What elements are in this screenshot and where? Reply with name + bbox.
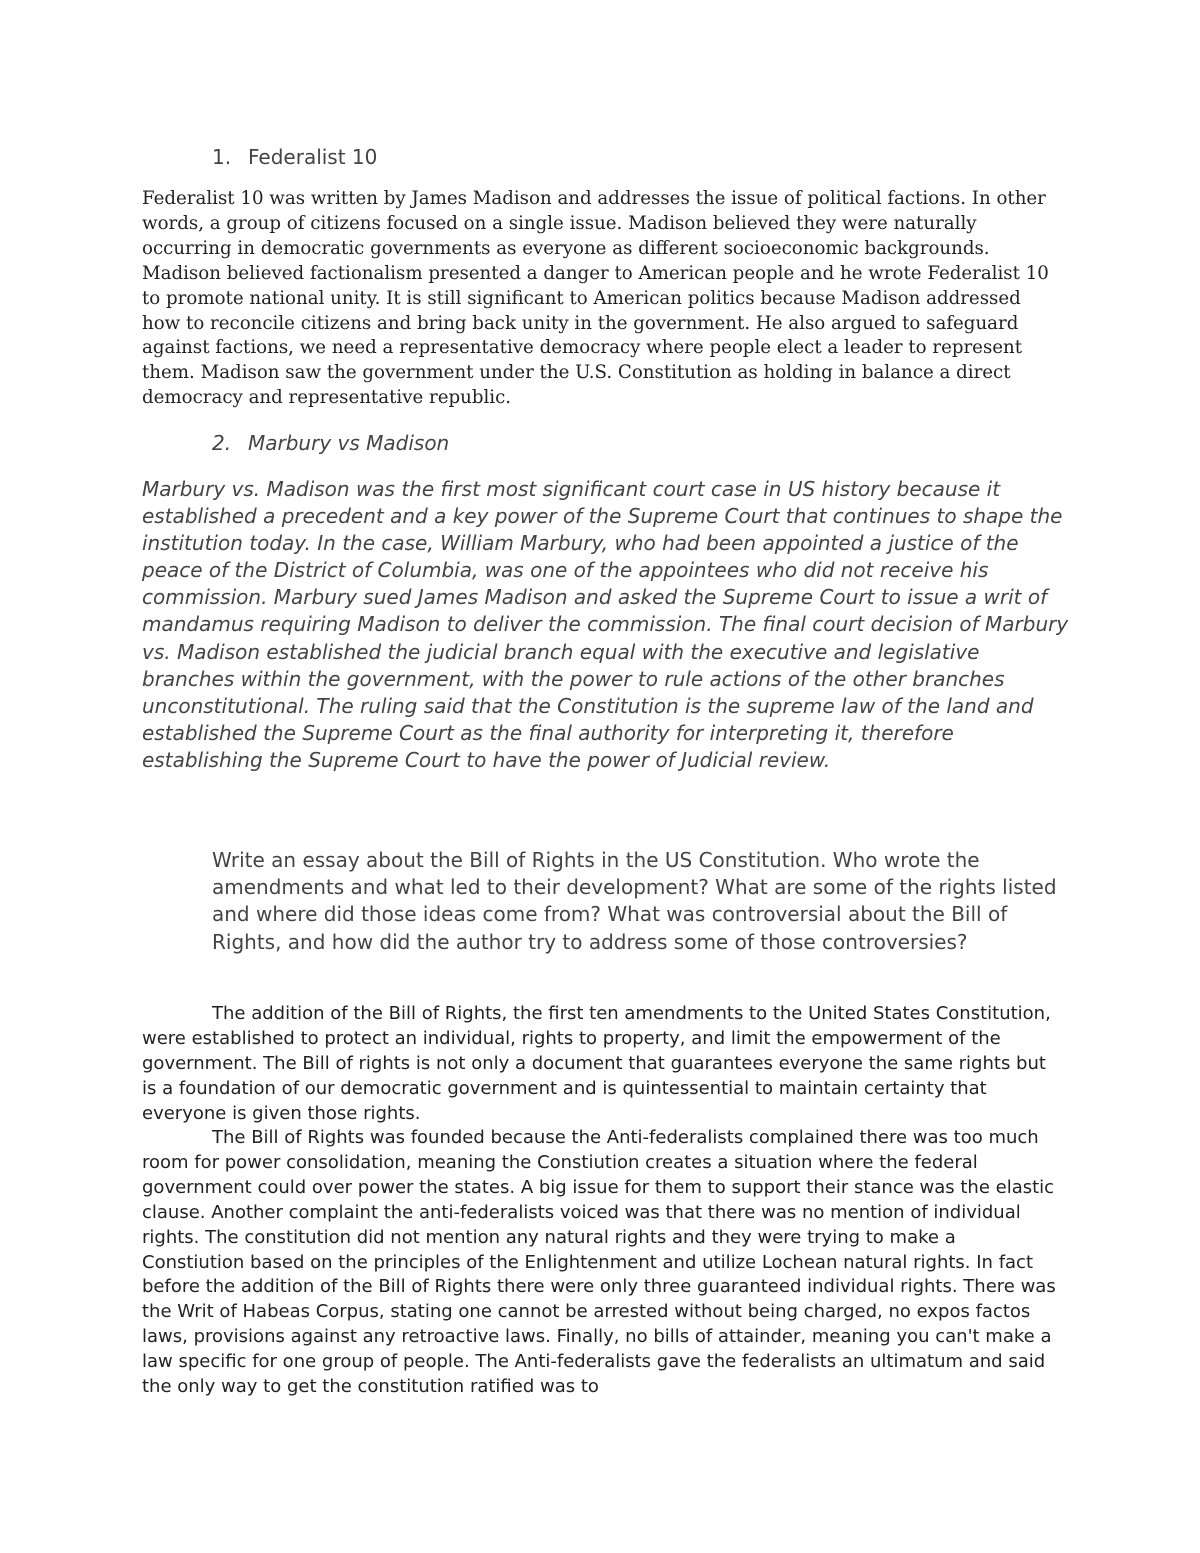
section-1-title: Federalist 10 bbox=[248, 145, 378, 169]
section-1-heading bbox=[212, 145, 377, 169]
section-1-body: Federalist 10 was written by James Madison and addresses the issue of political factions. In other words, a group of citizens focused on a single issue. Madison believed they were naturally occurring in democratic governments as everyone as different socioeconomic backgrounds. Madison believed factionalism presented a danger to American people and he wrote Federalist 10 to promote national unity. It is still significant to American politics because Madison addressed how to reconcile citizens and bring back unity in the government. He also argued to safeguard against factions, we need a representative democracy where people elect a leader to represent them. Madison saw the government under the U.S. Constitution as holding in balance a direct democracy and representative republic. bbox=[142, 188, 1049, 409]
section-2-title: Marbury vs Madison bbox=[248, 431, 450, 455]
section-1-number: 1. bbox=[212, 145, 232, 169]
section-2-number: 2. bbox=[212, 431, 232, 455]
section-2-body: Marbury vs. Madison was the first most significant court case in US history because it established a precedent and a key power of the Supreme Court that continues to shape the institution today. In the case, William Marbury, who had been appointed a justice of the peace of the District of Columbia, was one of the appointees who did not receive his commission. Marbury sued James Madison and asked the Supreme Court to issue a writ of mandamus requiring Madison to deliver the commission. The final court decision of Marbury vs. Madison established the judicial branch equal with the executive and legislative branches within the government, with the power to rule actions of the other branches unconstitutional. The ruling said that the Constitution is the supreme law of the land and established the Supreme Court as the final authority for interpreting it, therefore establishing the Supreme Court to have the power of Judicial review. bbox=[142, 477, 1069, 772]
essay-paragraph-2: The Bill of Rights was founded because the Anti-federalists complained there was too much room for power consolidation, meaning the Constiution creates a situation where the federal government could over power the states. A big issue for them to support their stance was the elastic clause. Another complaint the anti-federalists voiced was that there was no mention of individual rights. The constitution did not mention any natural rights and they were trying to make a Constiution based on the principles of the Enlightenment and utilize Lochean natural rights. In fact before the addition of the Bill of Rights there were only three guaranteed individual rights. There was the Writ of Habeas Corpus, stating one cannot be arrested without being charged, no expos factos laws, provisions against any retroactive laws. Finally, no bills of attainder, meaning you can't make a law specific for one group of people. The Anti-federalists gave the federalists an ultimatum and said the only way to get the constitution ratified was to bbox=[142, 1127, 1056, 1398]
essay-prompt: Write an essay about the Bill of Rights in the US Constitution. Who wrote the amendments and what led to their development? What are some of the rights listed and where did those ideas come from? What was controversial about the Bill of Rights, and how did the author try to address some of those controversies? bbox=[212, 848, 1057, 954]
essay-paragraph-1: The addition of the Bill of Rights, the first ten amendments to the United States Constitution, were established to protect an individual, rights to property, and limit the empowerment of the government. The Bill of rights is not only a document that guarantees everyone the same rights but is a foundation of our democratic government and is quintessential to maintain certainty that everyone is given those rights. bbox=[142, 1003, 1051, 1124]
section-2-heading bbox=[212, 431, 449, 455]
